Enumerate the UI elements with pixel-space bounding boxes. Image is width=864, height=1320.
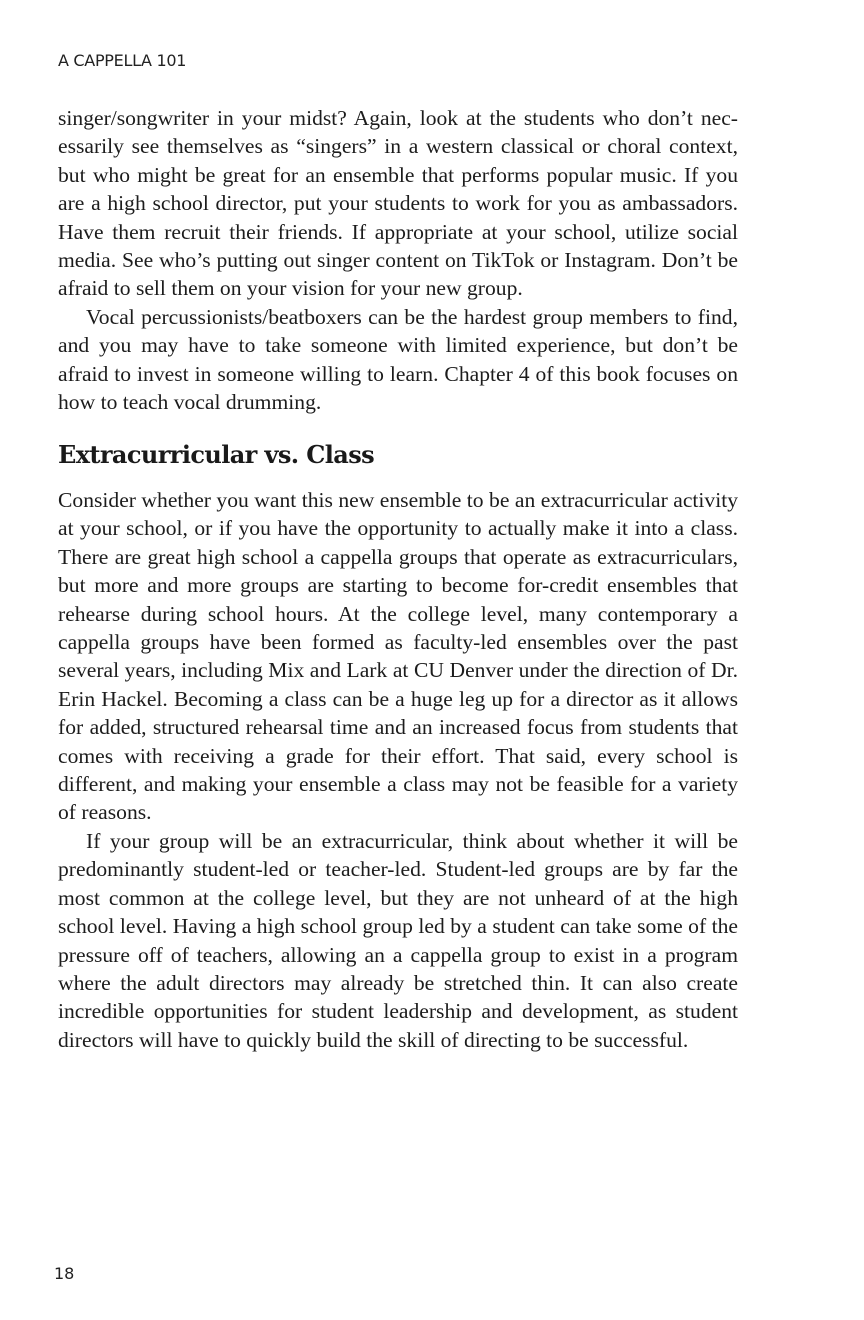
paragraph-vocal-percussion: Vocal percussionists/beatboxers can be the hardest group members to find, and you may have to take someone with limited experience, but don’t be afraid to invest in someone willing to learn. Chapter 4 of this book focuses on how to teach vocal drumming. bbox=[58, 304, 738, 415]
body-text-bottom bbox=[58, 486, 738, 1054]
page-number: 18 bbox=[54, 1264, 75, 1283]
body-text-top bbox=[58, 104, 738, 416]
paragraph-continued: singer/songwriter in your midst? Again, look at the students who don’t necessarily see themselves as “singers” in a western classical or choral context, but who might be great for an ensemble that performs popular music. If you are a high school director, put your students to work for you as ambassadors. Have them recruit their friends. If appropriate at your school, utilize social media. See who’s putting out singer content on TikTok or Instagram. Don’t be afraid to sell them on your vision for your new group. bbox=[58, 106, 738, 301]
paragraph-student-led: If your group will be an extracurricular, think about whether it will be predominantly student-led or teacher-led. Student-led groups are by far the most common at the college level, but they are not unheard of at the high school level. Having a high school group led by a student can take some of the pressure off of teachers, allowing an a cappella group to exist in a program where the adult directors may already be stretched thin. It can also create incredible opportunities for student leadership and development, as student directors will have to quickly build the skill of directing to be successful. bbox=[58, 828, 738, 1052]
paragraph-extracurricular-vs-class: Consider whether you want this new ensemble to be an extracurricular activity at your school, or if you have the opportunity to actually make it into a class. There are great high school a cappella groups that operate as extracurriculars, but more and more groups are starting to become for-credit ensembles that rehearse during school hours. At the college level, many contemporary a cappella groups have been formed as faculty-led ensembles over the past several years, including Mix and Lark at CU Denver under the direction of Dr. Erin Hackel. Becoming a class can be a huge leg up for a director as it allows for added, structured rehearsal time and an increased focus from students that comes with receiving a grade for their effort. That said, every school is different, and making your ensemble a class may not be feasible for a variety of reasons. bbox=[58, 488, 738, 825]
running-head: A CAPPELLA 101 bbox=[58, 51, 187, 70]
section-heading: Extracurricular vs. Class bbox=[58, 440, 375, 469]
